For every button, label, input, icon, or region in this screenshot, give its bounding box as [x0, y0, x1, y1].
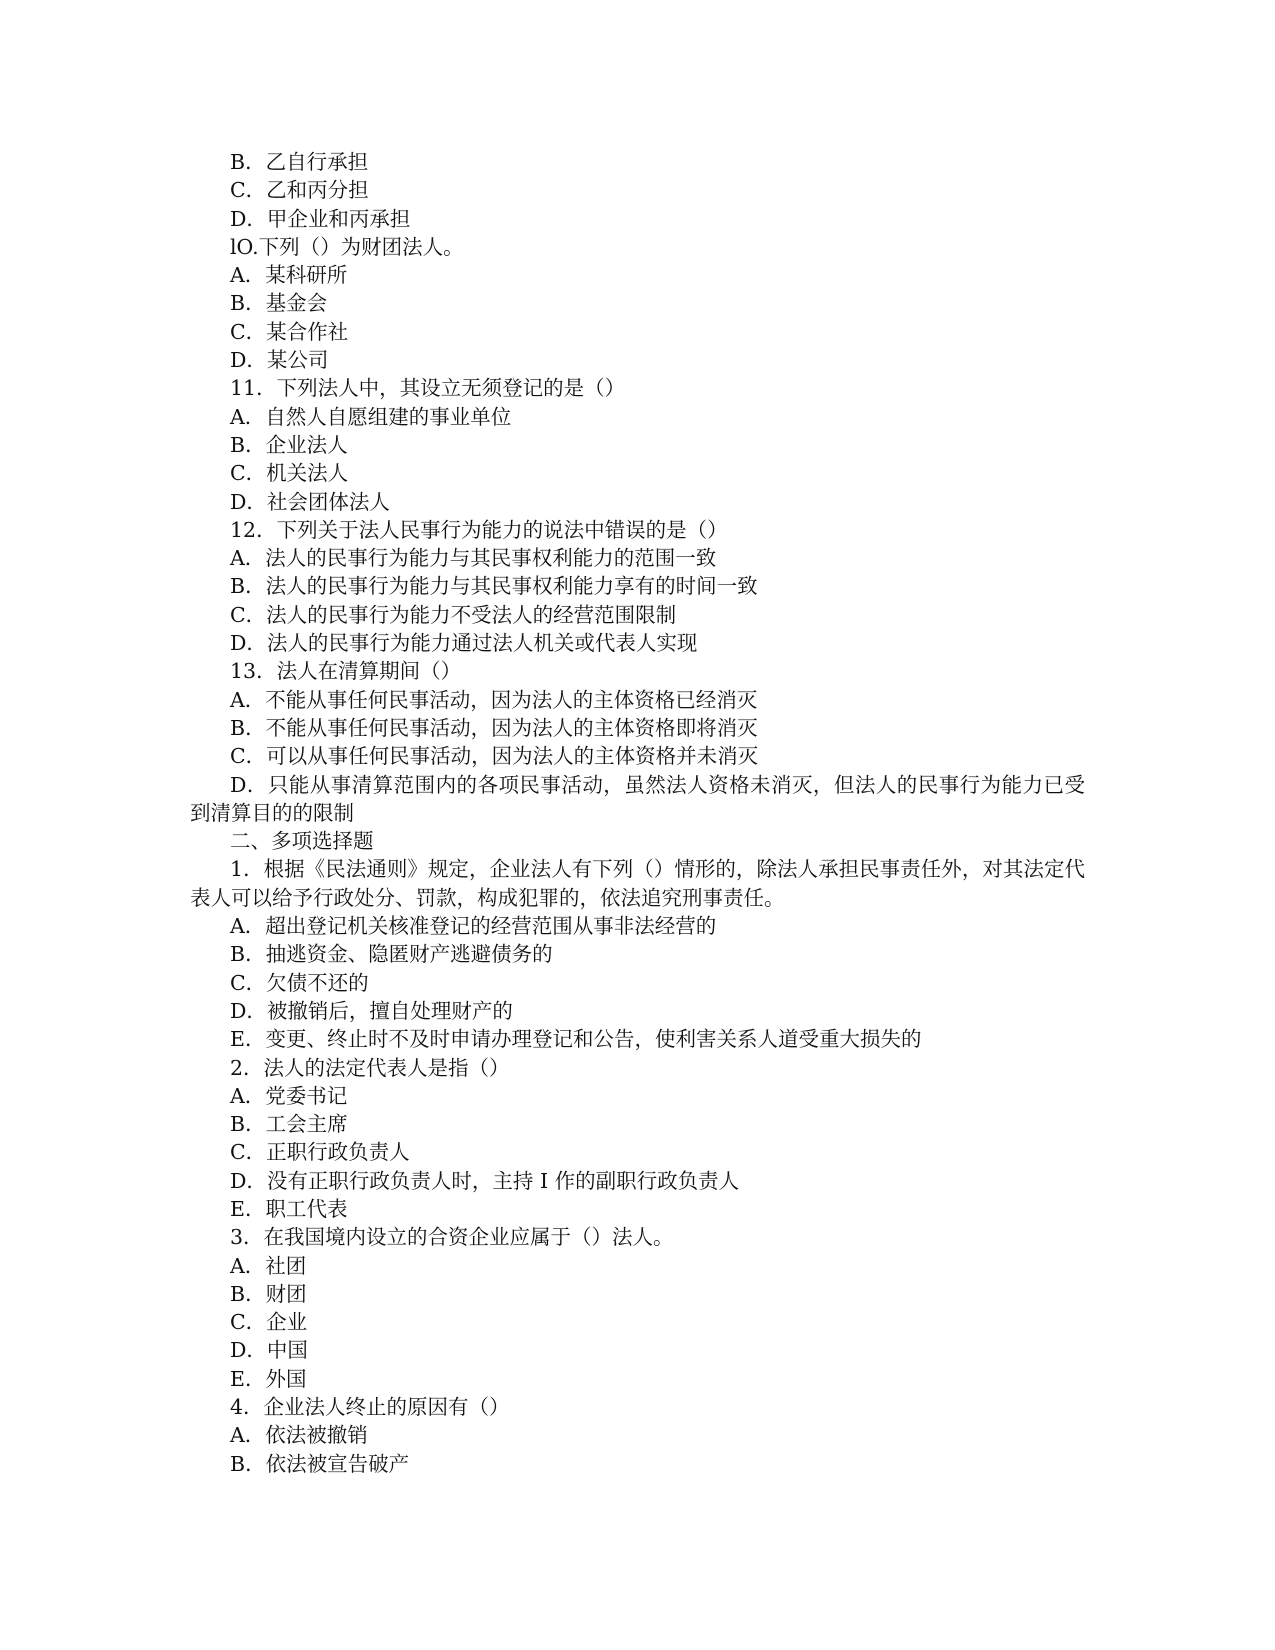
- option-line: B．基金会: [230, 291, 328, 316]
- question-line-wrapped: 1．根据《民法通则》规定，企业法人有下列（）情形的，除法人承担民事责任外，对其法定代表人可以给予行政处分、罚款，构成犯罪的，依法追究刑事责任。: [190, 857, 1085, 910]
- question-line: 12．下列关于法人民事行为能力的说法中错误的是（）: [230, 517, 728, 542]
- option-line: C．正职行政负责人: [230, 1140, 410, 1165]
- option-line: E．职工代表: [230, 1196, 348, 1221]
- option-line: D．没有正职行政负责人时，主持 I 作的副职行政负责人: [230, 1168, 740, 1193]
- document-body: [190, 148, 1085, 1478]
- option-line: D．中国: [230, 1338, 308, 1363]
- option-line: B．企业法人: [230, 432, 348, 457]
- option-line: A．法人的民事行为能力与其民事权利能力的范围一致: [230, 546, 717, 571]
- question-line: 3．在我国境内设立的合资企业应属于（）法人。: [230, 1225, 674, 1250]
- option-line: A．自然人自愿组建的事业单位: [230, 404, 512, 429]
- option-line: D．法人的民事行为能力通过法人机关或代表人实现: [230, 631, 698, 656]
- option-line: B．法人的民事行为能力与其民事权利能力享有的时间一致: [230, 574, 758, 599]
- option-line: C．某合作社: [230, 319, 349, 344]
- option-line: D．社会团体法人: [230, 489, 390, 514]
- option-line: A．社团: [230, 1253, 307, 1278]
- option-line: C．可以从事任何民事活动，因为法人的主体资格并未消灭: [230, 744, 759, 769]
- question-line: 11．下列法人中，其设立无须登记的是（）: [230, 376, 626, 401]
- option-line-wrapped: D．只能从事清算范围内的各项民事活动，虽然法人资格未消灭，但法人的民事行为能力已受到清算目的的限制: [190, 772, 1085, 825]
- option-line: A．依法被撤销: [230, 1423, 368, 1448]
- option-line: C．企业: [230, 1310, 308, 1335]
- option-line: C．乙和丙分担: [230, 178, 369, 203]
- option-line: A．超出登记机关核准登记的经营范围从事非法经营的: [230, 914, 717, 939]
- option-line: D．被撤销后，擅自处理财产的: [230, 998, 513, 1023]
- question-line: 13．法人在清算期间（）: [230, 659, 462, 684]
- section-heading: 二、多项选择题: [230, 829, 374, 854]
- option-line: A．不能从事任何民事活动，因为法人的主体资格已经消灭: [230, 687, 758, 712]
- option-line: D．某公司: [230, 348, 329, 373]
- option-line: D．甲企业和丙承担: [230, 206, 411, 231]
- option-line: C．欠债不还的: [230, 970, 369, 995]
- option-line: E．外国: [230, 1366, 307, 1391]
- option-line: C．法人的民事行为能力不受法人的经营范围限制: [230, 602, 677, 627]
- option-line: B．依法被宣告破产: [230, 1451, 410, 1476]
- option-line: B．抽逃资金、隐匿财产逃避债务的: [230, 942, 553, 967]
- option-line: C．机关法人: [230, 461, 349, 486]
- option-line: A．党委书记: [230, 1083, 348, 1108]
- option-line: B．乙自行承担: [230, 150, 369, 174]
- option-line: A．某科研所: [230, 263, 348, 288]
- option-line: B．不能从事任何民事活动，因为法人的主体资格即将消灭: [230, 715, 758, 740]
- option-line: B．财团: [230, 1281, 307, 1306]
- question-line: lO.下列（）为财团法人。: [230, 234, 464, 259]
- option-line: B．工会主席: [230, 1112, 348, 1137]
- question-line: 2．法人的法定代表人是指（）: [230, 1055, 510, 1080]
- option-line: E．变更、终止时不及时申请办理登记和公告，使利害关系人道受重大损失的: [230, 1027, 922, 1052]
- question-line: 4．企业法人终止的原因有（）: [230, 1395, 510, 1420]
